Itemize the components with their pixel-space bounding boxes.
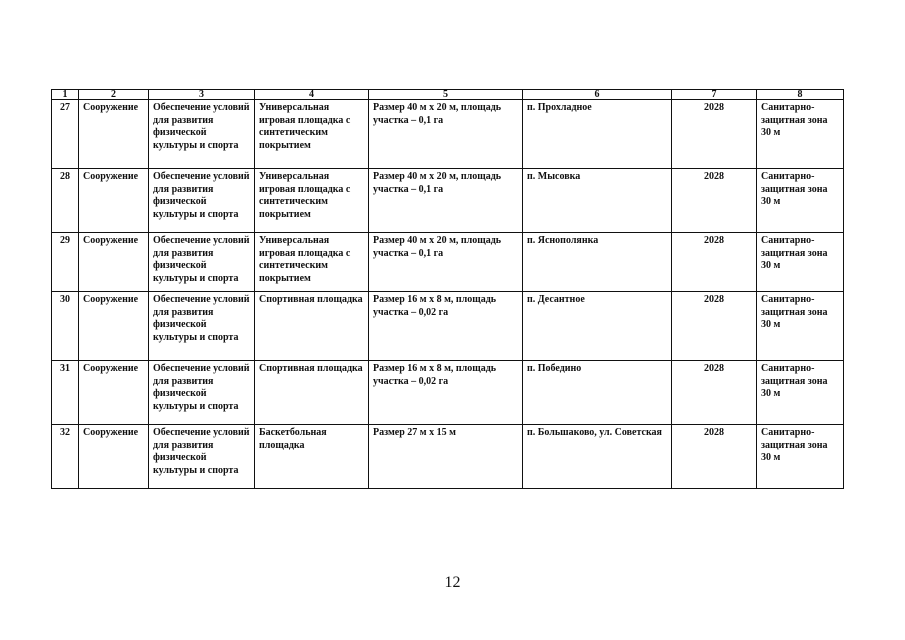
column-header-5: 5 (369, 90, 523, 100)
object-year: 2028 (672, 292, 757, 361)
object-purpose: Обеспечение условий для развития физической культуры и спорта (149, 361, 255, 425)
column-header-4: 4 (255, 90, 369, 100)
object-size: Размер 40 м х 20 м, площадь участка – 0,1 га (369, 169, 523, 233)
object-zone: Санитарно-защитная зона 30 м (757, 425, 844, 489)
object-location: п. Десантное (523, 292, 672, 361)
object-purpose: Обеспечение условий для развития физической культуры и спорта (149, 233, 255, 292)
row-number: 28 (52, 169, 79, 233)
object-year: 2028 (672, 425, 757, 489)
object-location: п. Большаково, ул. Советская (523, 425, 672, 489)
column-header-1: 1 (52, 90, 79, 100)
table-row (52, 100, 844, 169)
row-number: 27 (52, 100, 79, 169)
table-row (52, 361, 844, 425)
object-name: Спортивная площадка (255, 361, 369, 425)
row-number: 32 (52, 425, 79, 489)
row-number: 30 (52, 292, 79, 361)
object-zone: Санитарно-защитная зона 30 м (757, 361, 844, 425)
object-name: Баскетбольная площадка (255, 425, 369, 489)
object-zone: Санитарно-защитная зона 30 м (757, 100, 844, 169)
table-row (52, 425, 844, 489)
object-year: 2028 (672, 169, 757, 233)
object-type: Сооружение (79, 100, 149, 169)
object-purpose: Обеспечение условий для развития физической культуры и спорта (149, 425, 255, 489)
object-name: Универсальная игровая площадка с синтетическим покрытием (255, 100, 369, 169)
page-number: 12 (444, 574, 461, 591)
object-zone: Санитарно-защитная зона 30 м (757, 292, 844, 361)
object-size: Размер 40 м х 20 м, площадь участка – 0,1 га (369, 233, 523, 292)
object-zone: Санитарно-защитная зона 30 м (757, 233, 844, 292)
table-row (52, 233, 844, 292)
object-year: 2028 (672, 361, 757, 425)
column-header-6: 6 (523, 90, 672, 100)
object-year: 2028 (672, 100, 757, 169)
object-name: Спортивная площадка (255, 292, 369, 361)
object-name: Универсальная игровая площадка с синтетическим покрытием (255, 169, 369, 233)
planning-table (51, 89, 844, 489)
object-purpose: Обеспечение условий для развития физической культуры и спорта (149, 169, 255, 233)
column-header-8: 8 (757, 90, 844, 100)
object-location: п. Победино (523, 361, 672, 425)
object-size: Размер 16 м х 8 м, площадь участка – 0,02 га (369, 292, 523, 361)
object-purpose: Обеспечение условий для развития физической культуры и спорта (149, 100, 255, 169)
object-type: Сооружение (79, 292, 149, 361)
object-type: Сооружение (79, 425, 149, 489)
column-header-2: 2 (79, 90, 149, 100)
table-row (52, 292, 844, 361)
object-type: Сооружение (79, 361, 149, 425)
object-type: Сооружение (79, 169, 149, 233)
header-row (52, 90, 844, 100)
column-header-7: 7 (672, 90, 757, 100)
object-purpose: Обеспечение условий для развития физической культуры и спорта (149, 292, 255, 361)
object-zone: Санитарно-защитная зона 30 м (757, 169, 844, 233)
object-size: Размер 40 м х 20 м, площадь участка – 0,1 га (369, 100, 523, 169)
object-location: п. Яснополянка (523, 233, 672, 292)
object-name: Универсальная игровая площадка с синтетическим покрытием (255, 233, 369, 292)
object-location: п. Прохладное (523, 100, 672, 169)
object-size: Размер 27 м х 15 м (369, 425, 523, 489)
object-type: Сооружение (79, 233, 149, 292)
column-header-3: 3 (149, 90, 255, 100)
object-year: 2028 (672, 233, 757, 292)
object-location: п. Мысовка (523, 169, 672, 233)
row-number: 29 (52, 233, 79, 292)
object-size: Размер 16 м х 8 м, площадь участка – 0,02 га (369, 361, 523, 425)
row-number: 31 (52, 361, 79, 425)
table-row (52, 169, 844, 233)
